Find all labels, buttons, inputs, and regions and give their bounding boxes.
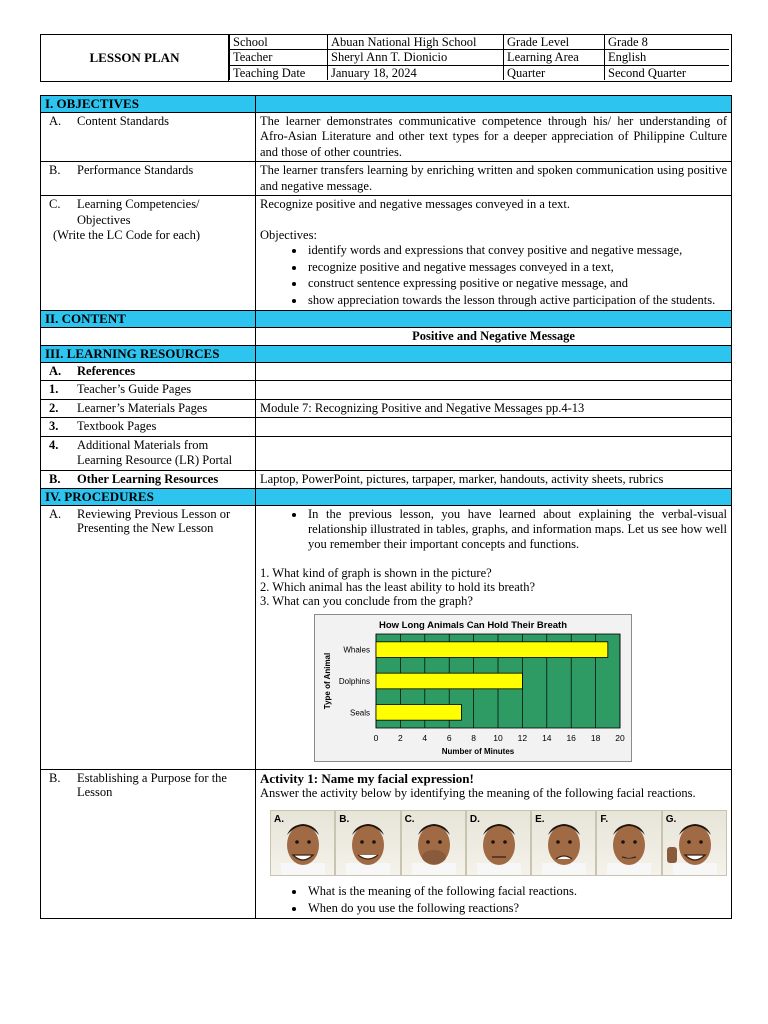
row-references: A. References [41, 362, 732, 381]
section-content [41, 311, 732, 328]
objectives-heading: Objectives: [260, 227, 317, 242]
row-learning-competencies: C. Learning Competencies/ Objectives (Write the LC Code for each) Recognize positive and negative messages conveyed in a text. Objectives: • identify words and expressions that convey positive and negative message, • recognize positive and negative messages conveyed in a text, • construct sentence expressing positive or negative message, and • show appreciation towards the lesson through active participation of the students. [41, 196, 732, 311]
row-label: Other Learning Resources [77, 471, 219, 486]
section-heading: III. LEARNING RESOURCES [41, 346, 256, 363]
y-category-label: Seals [349, 707, 370, 717]
row-reviewing-lesson: A. Reviewing Previous Lesson or Presenting the New Lesson • In the previous lesson, you have learned about explaining the verbal-visual relationship illustrated in tables, graphs, and information maps. Let us see how well you remember their important concepts and functions. 1. What kind of graph is shown in the picture? 2. Which animal has the least ability to hold its breath? 3. What can you conclude from the graph? How Long Animals Can Hold Their Breath 0 2 4 6 8 10 12 14 16 18 20 Whales Dolphins Seals Number of Minutes Type of Animal [41, 505, 732, 769]
question-1: 1. What kind of graph is shown in the picture? [260, 565, 492, 580]
row-teachers-guide: 1. Teacher’s Guide Pages [41, 381, 732, 400]
x-tick-label: 6 [446, 732, 452, 743]
header-value-area: English [605, 50, 730, 65]
row-additional-materials: 4. Additional Materials from Learning Resource (LR) Portal [41, 436, 732, 470]
list-item: • recognize positive and negative messages conveyed in a text, [306, 260, 727, 276]
y-category-label: Whales [343, 645, 370, 655]
header-value-date: January 18, 2024 [328, 65, 504, 80]
facial-expression-photo [466, 810, 531, 876]
header-label-grade: Grade Level [504, 35, 605, 50]
objectives-list [260, 243, 727, 308]
y-axis-label: Type of Animal [323, 652, 332, 709]
list-item: • construct sentence expressing positive or negative message, and [306, 276, 727, 292]
list-item: • What is the meaning of the following facial reactions. [306, 884, 727, 900]
face-label: D. [469, 814, 480, 825]
header-value-school: Abuan National High School [328, 35, 504, 50]
list-item: • show appreciation towards the lesson through active participation of the students. [306, 293, 727, 309]
row-other-resources: B. Other Learning Resources Laptop, PowerPoint, pictures, tarpaper, marker, handouts, activity sheets, rubrics [41, 470, 732, 489]
x-tick-label: 10 [493, 732, 503, 743]
other-resources-value: Laptop, PowerPoint, pictures, tarpaper, marker, handouts, activity sheets, rubrics [256, 470, 732, 489]
list-item: • identify words and expressions that convey positive and negative message, [306, 243, 727, 259]
face-label: C. [404, 814, 415, 825]
content-standards-text: The learner demonstrates communicative competence through his/ her understanding of Afro-Asian Literature and other text types for a deeper appreciation of Philippine Culture and those of other countries. [256, 112, 732, 162]
header-label-school: School [230, 35, 328, 50]
lc-code-note: (Write the LC Code for each) [53, 228, 201, 242]
bar [376, 704, 461, 720]
row-label: Establishing a Purpose for the Lesson [77, 770, 227, 799]
row-performance-standards: B. Performance Standards The learner transfers learning by enriching written and spoken communication using positive and negative message. [41, 162, 732, 196]
competency-text: Recognize positive and negative messages conveyed in a text. [260, 197, 570, 211]
row-content-standards: A. Content Standards The learner demonstrates communicative competence through his/ her understanding of Afro-Asian Literature and other text types for a deeper appreciation of Philippine Culture and those of other countries. [41, 112, 732, 162]
row-label: Textbook Pages [77, 419, 157, 433]
list-item: • In the previous lesson, you have learned about explaining the verbal-visual relationship illustrated in tables, graphs, and information maps. Let us see how well you remember their important concepts and functions. [306, 507, 727, 552]
learners-materials-value: Module 7: Recognizing Positive and Negative Messages pp.4-13 [256, 399, 732, 418]
breath-holding-bar-chart [314, 614, 632, 762]
header-value-grade: Grade 8 [605, 35, 730, 50]
bar [376, 641, 608, 657]
x-tick-label: 2 [398, 732, 403, 743]
face-label: E. [535, 814, 545, 825]
x-tick-label: 14 [542, 732, 552, 743]
list-item: • When do you use the following reactions? [306, 901, 727, 917]
question-2: 2. Which animal has the least ability to hold its breath? [260, 579, 536, 594]
row-learners-materials: 2. Learner’s Materials Pages Module 7: Recognizing Positive and Negative Messages pp.4-13 [41, 399, 732, 418]
topic-title: Positive and Negative Message [256, 327, 732, 346]
row-label: Teacher’s Guide Pages [77, 382, 192, 396]
row-label: Reviewing Previous Lesson or Presenting the New Lesson [77, 506, 231, 535]
section-heading: IV. PROCEDURES [41, 489, 256, 506]
face-label: F. [600, 814, 609, 825]
chart-title: How Long Animals Can Hold Their Breath [378, 619, 568, 631]
row-label: Performance Standards [77, 163, 194, 177]
x-tick-label: 8 [471, 732, 476, 743]
header-label-quarter: Quarter [504, 65, 605, 80]
header-value-teacher: Sheryl Ann T. Dionicio [328, 50, 504, 65]
row-label: References [77, 363, 136, 378]
facial-expression-photo [596, 810, 661, 876]
row-topic [41, 327, 732, 346]
facial-expression-photo [531, 810, 596, 876]
lesson-plan-header [40, 34, 732, 82]
x-tick-label: 0 [373, 732, 379, 743]
row-establishing-purpose: B. Establishing a Purpose for the Lesson Activity 1: Name my facial expression! Answer the activity below by identifying the meaning of the following facial reactions. A. B. C. D. E. F. G. • What is the meaning of the following facial reactions. • When do you use the following reactions? [41, 769, 732, 919]
section-procedures [41, 489, 732, 506]
header-label-teacher: Teacher [230, 50, 328, 65]
facial-expressions-strip [270, 810, 727, 876]
section-heading: II. CONTENT [41, 311, 256, 328]
facial-expression-photo [662, 810, 727, 876]
performance-standards-text: The learner transfers learning by enriching written and spoken communication using positive and negative message. [256, 162, 732, 196]
bar [376, 673, 522, 689]
row-label: Content Standards [77, 113, 170, 128]
question-3: 3. What can you conclude from the graph? [260, 593, 473, 608]
face-label: A. [274, 814, 284, 825]
x-axis-label: Number of Minutes [441, 746, 515, 756]
header-label-area: Learning Area [504, 50, 605, 65]
x-tick-label: 18 [590, 732, 601, 743]
header-info-table [229, 35, 729, 80]
facial-expression-photo [401, 810, 466, 876]
lesson-plan-table [40, 95, 732, 919]
x-tick-label: 20 [615, 732, 625, 743]
x-tick-label: 16 [566, 732, 576, 743]
section-heading: I. OBJECTIVES [41, 96, 256, 113]
section-objectives [41, 96, 732, 113]
activity-title: Activity 1: Name my facial expression! [260, 770, 474, 786]
face-label: G. [665, 814, 677, 825]
row-label: Learner’s Materials Pages [77, 400, 208, 415]
face-label: B. [339, 814, 350, 825]
facial-expression-photo [335, 810, 400, 876]
facial-expression-photo [270, 810, 335, 876]
section-resources [41, 346, 732, 363]
row-label: Additional Materials from Learning Resource (LR) Portal [77, 437, 233, 467]
header-value-quarter: Second Quarter [605, 65, 730, 80]
header-label-date: Teaching Date [230, 65, 328, 80]
row-textbook-pages: 3. Textbook Pages [41, 418, 732, 437]
lesson-plan-title: LESSON PLAN [41, 35, 229, 81]
activity-instructions: Answer the activity below by identifying the meaning of the following facial reactions. [260, 786, 696, 800]
row-label: Learning Competencies/ [77, 197, 200, 211]
x-tick-label: 12 [517, 732, 528, 743]
x-tick-label: 4 [422, 732, 428, 743]
y-category-label: Dolphins [338, 676, 370, 686]
